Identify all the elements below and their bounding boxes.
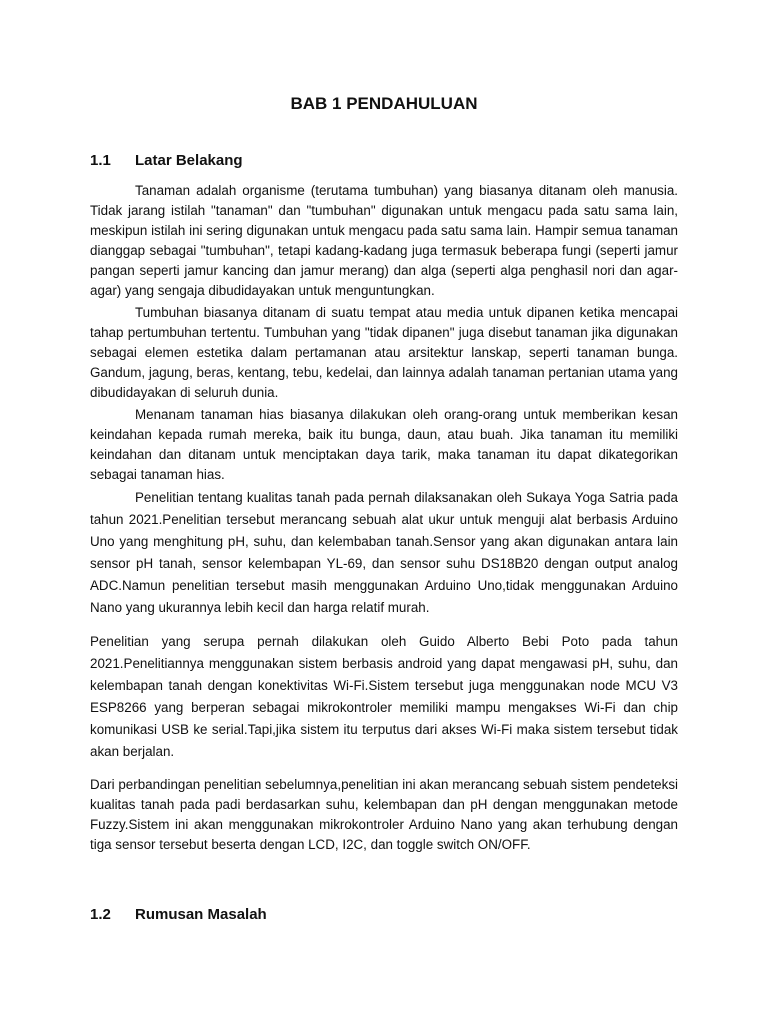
- paragraph-4: Penelitian tentang kualitas tanah pada pernah dilaksanakan oleh Sukaya Yoga Satria pada tahun 2021.Penelitian tersebut merancang sebuah alat ukur untuk menguji alat berbasis Arduino Uno yang menghitung pH, suhu, dan kelembaban tanah.Sensor yang akan digunakan antara lain sensor pH tanah, sensor kelembapan YL-69, dan sensor suhu DS18B20 dengan output analog ADC.Namun penelitian tersebut masih menggunakan Arduino Uno,tidak menggunakan Arduino Nano yang ukurannya lebih kecil dan harga relatif murah.: [90, 490, 678, 615]
- section-number: 1.1: [90, 152, 111, 169]
- section-heading-1-1: [90, 152, 243, 169]
- section-heading-1-2: [90, 906, 267, 923]
- paragraph-3: Menanam tanaman hias biasanya dilakukan oleh orang-orang untuk memberikan kesan keindahan kepada rumah mereka, baik itu bunga, daun, atau buah. Jika tanaman itu memiliki keindahan dan ditanam untuk menciptakan daya tarik, maka tanaman itu dapat dikategorikan sebagai tanaman hias.: [90, 407, 678, 482]
- section-title: Rumusan Masalah: [135, 906, 267, 923]
- paragraph-5: Penelitian yang serupa pernah dilakukan oleh Guido Alberto Bebi Poto pada tahun 2021.Penelitiannya menggunakan sistem berbasis android yang dapat mengawasi pH, suhu, dan kelembapan tanah dengan konektivitas Wi-Fi.Sistem tersebut juga menggunakan node MCU V3 ESP8266 yang berperan sebagai mikrokontroler memiliki mampu mengakses Wi-Fi dan chip komunikasi USB ke serial.Tapi,jika sistem itu terputus dari akses Wi-Fi maka sistem tersebut tidak akan berjalan.: [90, 634, 678, 759]
- chapter-title: BAB 1 PENDAHULUAN: [290, 94, 478, 113]
- section-title: Latar Belakang: [135, 152, 243, 169]
- paragraph-6: Dari perbandingan penelitian sebelumnya,penelitian ini akan merancang sebuah sistem pendeteksi kualitas tanah pada padi berdasarkan suhu, kelembapan dan pH dengan menggunakan metode Fuzzy.Sistem ini akan menggunakan mikrokontroler Arduino Nano yang akan terhubung dengan tiga sensor tersebut beserta dengan LCD, I2C, dan toggle switch ON/OFF.: [90, 777, 678, 852]
- paragraph-1: Tanaman adalah organisme (terutama tumbuhan) yang biasanya ditanam oleh manusia. Tidak jarang istilah "tanaman" dan "tumbuhan" digunakan untuk mengacu pada satu sama lain, meskipun istilah ini sering digunakan untuk mengacu pada satu sama lain. Hampir semua tanaman dianggap sebagai "tumbuhan", tetapi kadang-kadang juga termasuk beberapa fungi (seperti jamur pangan seperti jamur kancing dan jamur merang) dan alga (seperti alga penghasil nori dan agar-agar) yang sengaja dibudidayakan untuk menguntungkan.: [90, 183, 678, 298]
- paragraph-2: Tumbuhan biasanya ditanam di suatu tempat atau media untuk dipanen ketika mencapai tahap pertumbuhan tertentu. Tumbuhan yang "tidak dipanen" juga disebut tanaman jika digunakan sebagai elemen estetika dalam pertamanan atau arsitektur lanskap, seperti tanaman bunga. Gandum, jagung, beras, kentang, tebu, kedelai, dan lainnya adalah tanaman pertanian utama yang dibudidayakan di seluruh dunia.: [90, 305, 678, 400]
- section-number: 1.2: [90, 906, 111, 923]
